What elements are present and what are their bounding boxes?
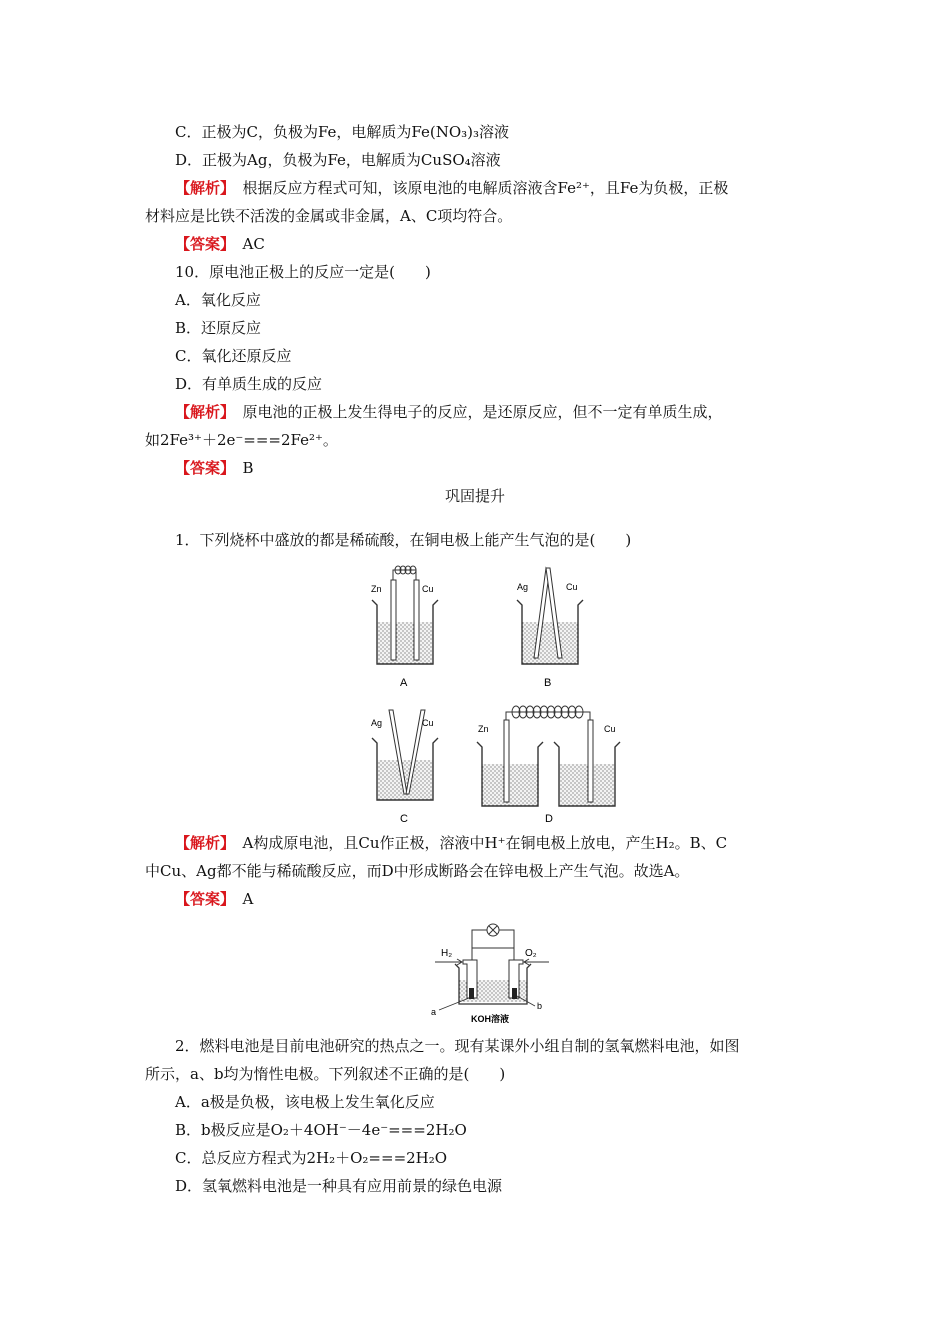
analysis-text: A构成原电池，且Cu作正极，溶液中H⁺在铜电极上放电，产生H₂。B、C <box>227 834 728 852</box>
beakers-figure <box>360 560 630 825</box>
q9-analysis-line1 <box>175 174 728 202</box>
q10-option-c: C．氧化还原反应 <box>175 347 292 365</box>
q10-answer <box>175 454 254 482</box>
zn-electrode-d <box>504 720 509 802</box>
answer-tag: 【答案】 <box>175 459 228 477</box>
analysis-tag: 【解析】 <box>175 403 228 421</box>
p1-stem: 1．下列烧杯中盛放的都是稀硫酸，在铜电极上能产生气泡的是( ) <box>175 531 632 549</box>
q9-option-c: C．正极为C，负极为Fe，电解质为Fe(NO₃)₃溶液 <box>175 123 510 141</box>
p2-stem-line2: 所示，a、b均为惰性电极。下列叙述不正确的是( ) <box>145 1065 506 1083</box>
p2-stem-line1: 2．燃料电池是目前电池研究的热点之一。现有某课外小组自制的氢氧燃料电池，如图 <box>175 1037 740 1055</box>
q10-analysis-line1 <box>175 398 723 426</box>
beaker-c <box>371 710 438 825</box>
caption-c: C <box>400 813 408 825</box>
q10-option-d: D．有单质生成的反应 <box>175 375 323 393</box>
answer-value: A <box>227 890 254 908</box>
cu-electrode-a <box>414 580 419 660</box>
electrode-b <box>512 988 517 999</box>
p2-option-c: C．总反应方程式为2H₂＋O₂===2H₂O <box>175 1149 448 1167</box>
caption-d: D <box>545 813 553 825</box>
p1-analysis-line2: 中Cu、Ag都不能与稀硫酸反应，而D中形成断路会在锌电极上产生气泡。故选A。 <box>145 862 690 880</box>
analysis-tag: 【解析】 <box>175 834 228 852</box>
analysis-tag: 【解析】 <box>175 179 228 197</box>
analysis-text: 原电池的正极上发生得电子的反应，是还原反应，但不一定有单质生成， <box>227 403 723 421</box>
caption-a: A <box>400 677 408 689</box>
label-o2: O₂ <box>525 948 537 959</box>
q10-option-a: A．氧化反应 <box>175 291 261 309</box>
p2-option-d: D．氢氧燃料电池是一种具有应用前景的绿色电源 <box>175 1177 503 1195</box>
label-cu-b: Cu <box>566 582 578 592</box>
p1-analysis-line1 <box>175 829 727 857</box>
label-zn-a: Zn <box>371 584 382 594</box>
circuit-wire <box>472 948 514 978</box>
solution-b <box>522 622 578 664</box>
analysis-text: 根据反应方程式可知，该原电池的电解质溶液含Fe²⁺，且Fe为负极，正极 <box>227 179 729 197</box>
label-koh: KOH溶液 <box>471 1014 509 1024</box>
label-cu-a: Cu <box>422 584 434 594</box>
label-ag-b: Ag <box>517 582 529 592</box>
q9-option-d: D．正极为Ag，负极为Fe，电解质为CuSO₄溶液 <box>175 151 501 169</box>
q9-answer <box>175 230 265 258</box>
answer-value: B <box>227 459 254 477</box>
answer-tag: 【答案】 <box>175 235 228 253</box>
p1-answer <box>175 885 253 913</box>
solution-d-left <box>482 764 538 806</box>
label-h2: H₂ <box>441 948 453 959</box>
q10-option-b: B．还原反应 <box>175 319 262 337</box>
solution-d-right <box>559 764 615 806</box>
label-cu-d: Cu <box>604 724 616 734</box>
fuel-cell-figure <box>425 918 555 1030</box>
label-b: b <box>537 1001 543 1011</box>
beaker-a <box>371 566 438 689</box>
q10-analysis-line2: 如2Fe³⁺＋2e⁻===2Fe²⁺。 <box>145 431 338 449</box>
zn-electrode-a <box>391 580 396 660</box>
label-ag-c: Ag <box>371 718 383 728</box>
beaker-b <box>517 568 583 689</box>
caption-b: B <box>544 677 552 689</box>
p2-option-b: B．b极反应是O₂＋4OH⁻－4e⁻===2H₂O <box>175 1121 467 1139</box>
answer-tag: 【答案】 <box>175 890 228 908</box>
label-cu-c: Cu <box>422 718 434 728</box>
label-zn-d: Zn <box>478 724 489 734</box>
q9-analysis-line2: 材料应是比铁不活泼的金属或非金属，A、C项均符合。 <box>145 207 513 225</box>
cu-electrode-d <box>588 720 593 802</box>
section-title: 巩固提升 <box>444 487 505 505</box>
electrode-a <box>469 988 474 999</box>
p2-option-a: A．a极是负极，该电极上发生氧化反应 <box>175 1093 435 1111</box>
answer-value: AC <box>227 235 265 253</box>
beaker-d <box>477 706 620 825</box>
q10-stem: 10．原电池正极上的反应一定是( ) <box>175 263 431 281</box>
label-a: a <box>431 1007 437 1017</box>
solution-a <box>377 622 433 664</box>
